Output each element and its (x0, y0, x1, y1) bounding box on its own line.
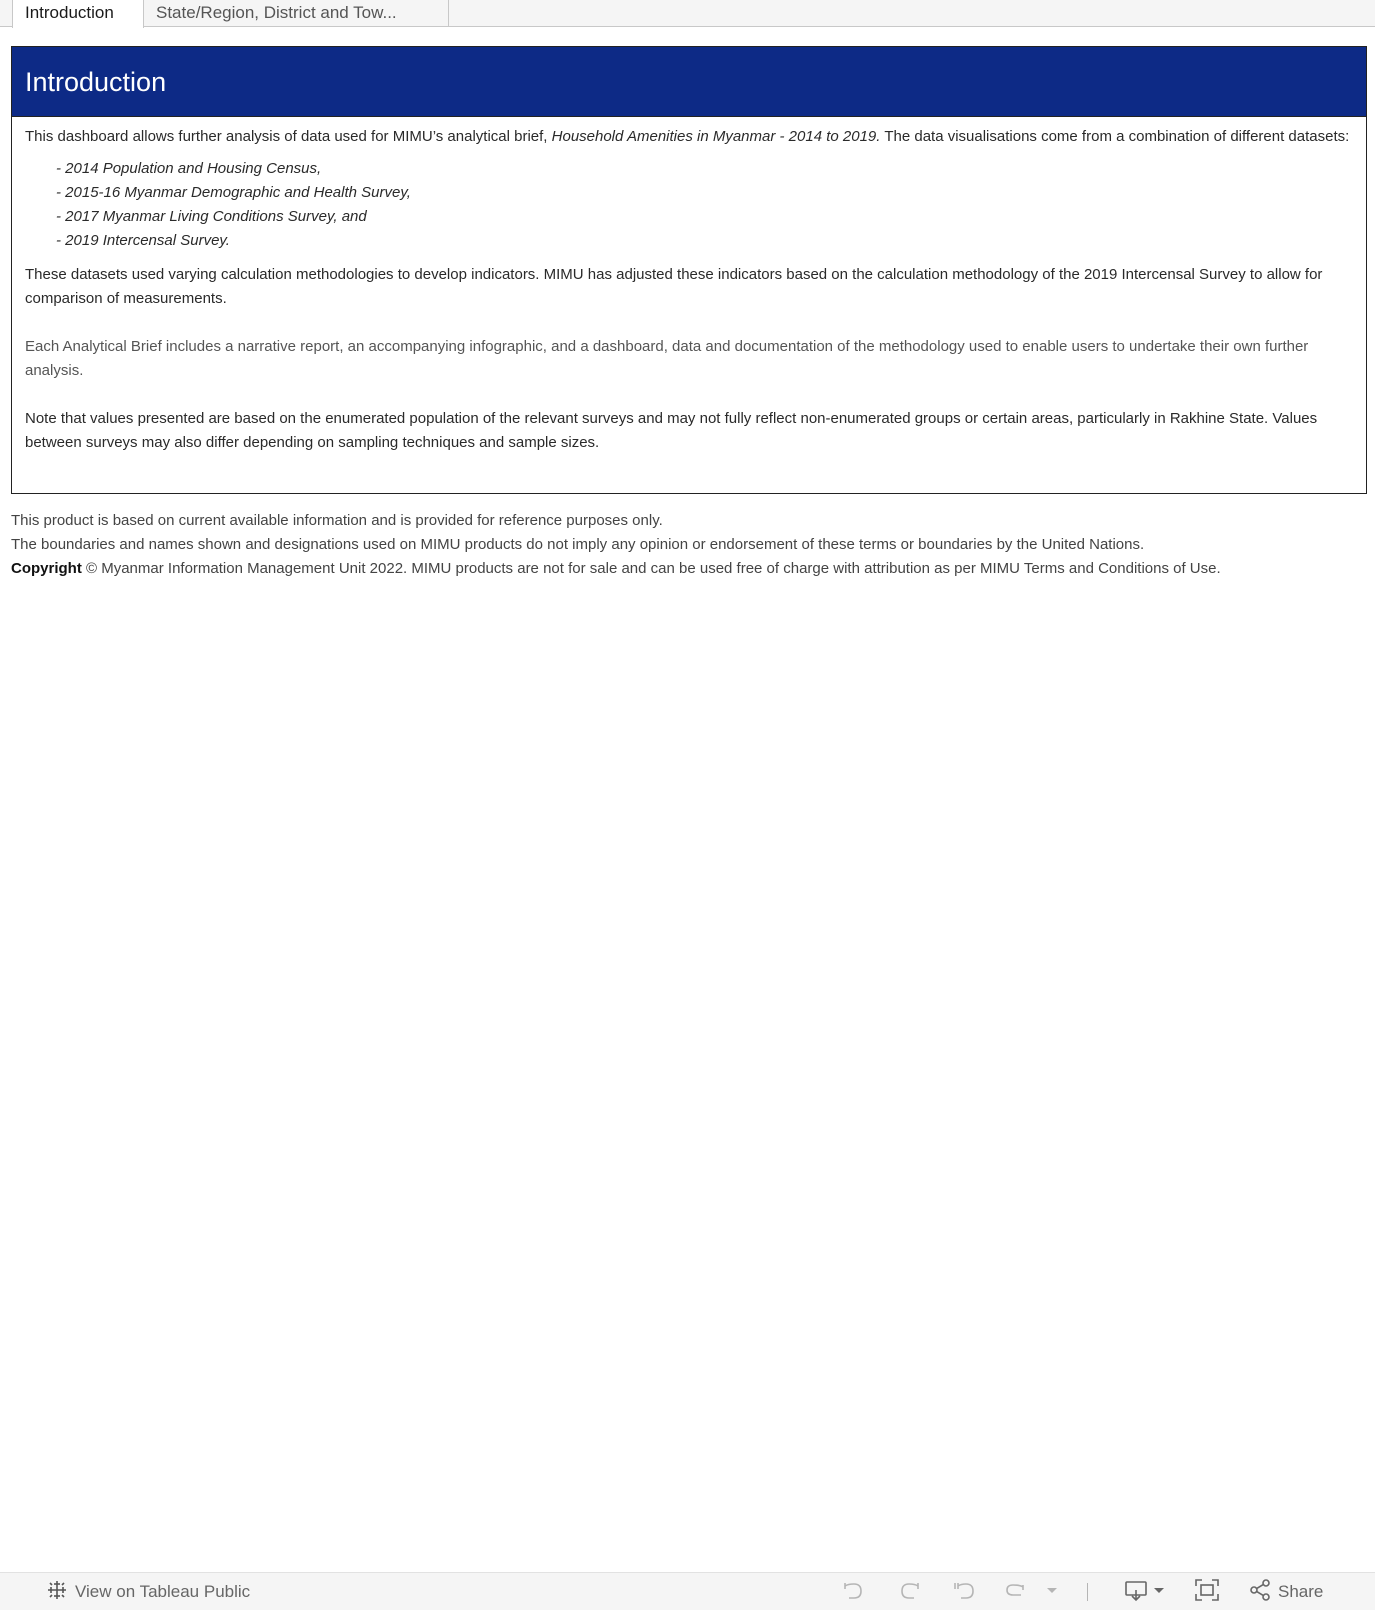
download-icon (1124, 1578, 1168, 1607)
undo-icon (840, 1578, 866, 1607)
dataset-item: - 2017 Myanmar Living Conditions Survey, and (56, 208, 367, 225)
tableau-logo-icon (45, 1578, 69, 1607)
view-on-tableau-public-button[interactable] (45, 1573, 250, 1610)
dropdown-caret-icon (1045, 1578, 1059, 1607)
tableau-toolbar (0, 1572, 1375, 1610)
revert-button[interactable] (952, 1573, 978, 1610)
brief-title: Household Amenities in Myanmar - 2014 to 2019. (551, 128, 881, 145)
copyright-text: © Myanmar Information Management Unit 2022. MIMU products are not for sale and can be used free of charge with attribution as per MIMU Terms and Conditions of Use. (81, 560, 1221, 577)
dataset-item: - 2014 Population and Housing Census, (56, 160, 322, 177)
introduction-body (12, 117, 1366, 455)
dataset-item: - 2015-16 Myanmar Demographic and Health Survey, (56, 184, 411, 201)
intro-paragraph (25, 125, 1354, 149)
sheet-tab-strip (0, 0, 1375, 27)
copyright-line (11, 557, 1371, 581)
download-button[interactable] (1124, 1573, 1168, 1610)
dataset-item: - 2019 Intercensal Survey. (56, 232, 230, 249)
enumeration-note-paragraph: Note that values presented are based on the enumerated population of the relevant surveys and may not fully reflect non-enumerated groups or certain areas, particularly in Rakhine State. Values between surveys may also differ depending on sampling techniques and sample sizes. (25, 410, 1318, 451)
disclaimer-line: This product is based on current available information and is provided for reference purposes only. (11, 512, 663, 529)
methodology-paragraph: These datasets used varying calculation methodologies to develop indicators. MIMU has adjusted these indicators based on the calculation methodology of the 2019 Intercensal Survey to allow for comparison of measurements. (25, 266, 1323, 307)
tab-introduction[interactable]: Introduction (12, 0, 144, 28)
copyright-label: Copyright (11, 560, 82, 577)
intro-paragraph-suffix: The data visualisations come from a combination of different datasets: (880, 128, 1350, 145)
share-label: Share (1278, 1582, 1324, 1601)
redo-button[interactable] (897, 1573, 923, 1610)
disclaimer-line: The boundaries and names shown and designations used on MIMU products do not imply any opinion or endorsement of these terms or boundaries by the United Nations. (11, 536, 1145, 553)
revert-icon (952, 1578, 978, 1607)
share-icon (1248, 1578, 1272, 1607)
redo-icon (897, 1578, 923, 1607)
toolbar-separator (1087, 1583, 1088, 1601)
refresh-button[interactable] (1003, 1573, 1029, 1610)
tab-state-region-district-township[interactable]: State/Region, District and Tow... (144, 0, 449, 27)
fullscreen-button[interactable] (1194, 1573, 1220, 1610)
view-on-tableau-public-label: View on Tableau Public (75, 1582, 251, 1601)
undo-button[interactable] (840, 1573, 866, 1610)
intro-paragraph-prefix: This dashboard allows further analysis of data used for MIMU’s analytical brief, (25, 128, 552, 145)
share-button[interactable] (1248, 1573, 1323, 1610)
refresh-icon (1003, 1578, 1029, 1607)
introduction-panel (11, 46, 1367, 494)
introduction-heading: Introduction (12, 47, 1366, 117)
disclaimer (11, 509, 1371, 581)
fullscreen-icon (1194, 1578, 1220, 1607)
dataset-list (25, 157, 1354, 253)
analytical-brief-paragraph: Each Analytical Brief includes a narrative report, an accompanying infographic, and a dashboard, data and documentation of the methodology used to enable users to undertake their own further analysis. (25, 338, 1309, 379)
refresh-options-dropdown[interactable] (1045, 1573, 1059, 1610)
